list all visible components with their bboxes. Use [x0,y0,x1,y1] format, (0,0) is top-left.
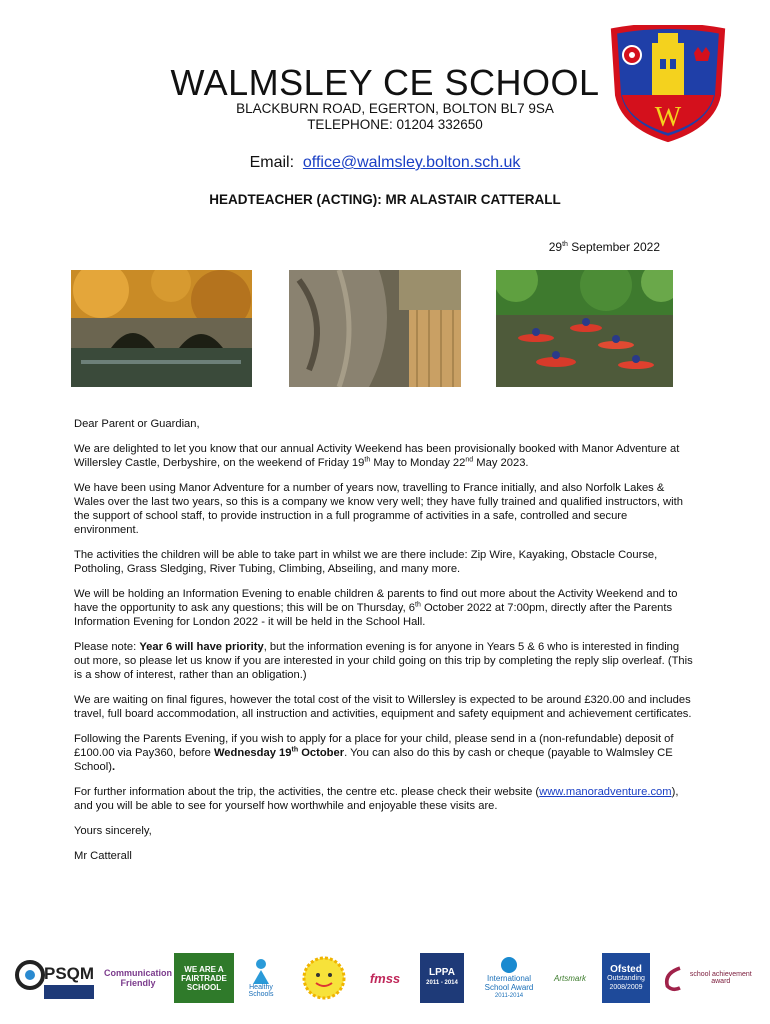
paragraph-information-evening [74,587,694,629]
p4-text-b: October 2022 at 7:00pm, directly after the Parents Information Evening for London 2022 - it will be held in the School Hall. [74,602,673,628]
achievement-award-logo [662,953,758,1003]
accreditation-logos [14,953,760,1003]
paragraph-activities: The activities the children will be able to take part in whilst we are there include: Zip Wire, Kayaking, Obstacle Course, Potholing, Grass Sledging, River Tubing, Climbing, Abseiling, and many more. [74,549,658,575]
fairtrade-logo [174,953,234,1003]
email-line [0,154,770,172]
communication-text: Communication Friendly [104,968,173,988]
p1-text-b: May to Monday 22 [370,457,466,469]
photo-rock-face [289,270,461,387]
intl-line1: International [486,973,532,983]
lppa-text: LPPA [429,967,455,978]
school-telephone: TELEPHONE: 01204 332650 [307,117,483,132]
sun-logo [300,953,348,1003]
p4-text-a: We will be holding an Information Evening to enable children & parents to find out more about the Activity Weekend and to have the opportunity to ask any questions; this will be on Thursday, 6 [74,588,678,614]
p5-text-a: Please note: [74,641,140,653]
signature: Mr Catterall [74,850,132,862]
paragraph-company: We have been using Manor Adventure for a number of years now, travelling to France initially, and also Norfolk Lakes & Wales over the last two years, so this is a company we know very well; they have fully trained and qualified instructors, with the support of school staff, to provide instruction in a full programme of activities in a safe, controlled and secure environment. [74,482,683,536]
photo-kayaking [496,270,673,387]
healthy-figure-icon [249,958,273,984]
closing: Yours sincerely, [74,825,152,837]
p5-bold: Year 6 will have priority [139,641,264,653]
healthy-text: Healthy Schools [248,984,274,998]
salutation: Dear Parent or Guardian, [74,418,200,430]
paragraph-website [74,785,694,813]
globe-icon [499,956,519,974]
artsmark-logo [548,953,592,1003]
website-link[interactable]: www.manoradventure.com [539,786,672,798]
p5-text-b: , but the information evening is for anyone in Years 5 & 6 who is interested in finding out more, so please let us know if you are interested in your child going on this trip by completing the reply slip overleaf. (This is a show of interest, rather than an obligation.) [74,641,693,681]
school-address: BLACKBURN ROAD, EGERTON, BOLTON BL7 9SA [236,101,554,116]
international-school-award-logo [474,953,544,1003]
ofsted-years: 2008/2009 [609,983,643,991]
lppa-logo [420,953,464,1003]
p7-end: . [111,761,116,773]
psqm-logo [14,953,100,1003]
p4-sup: th [415,601,421,609]
artsmark-text: Artsmark [554,973,586,983]
ofsted-logo [602,953,650,1003]
p7-bold-2: October [298,747,345,759]
date-day: 29 [548,240,563,254]
paragraph-cost: We are waiting on final figures, however the total cost of the visit to Willersley is expected to be around £320.00 and includes travel, full board accommodation, all instruction and activities, equipment and safety equipment and achievement certificates. [74,694,692,720]
ofsted-text: Ofsted [610,963,642,975]
achievement-text: school achievement award [689,971,752,985]
letter-body [74,417,694,874]
fmss-logo [360,953,410,1003]
paragraph-priority [74,640,694,682]
intl-line2: School Award [484,982,534,992]
school-crest-logo [608,25,728,143]
date-suffix: th [562,241,568,248]
school-name: WALMSLEY CE SCHOOL [170,62,600,103]
p1-text-c: May 2023. [473,457,529,469]
paragraph-deposit [74,732,694,774]
photo-stone-bridge [71,270,252,387]
p8-text-b: ), and you will be able to see for yourself how worthwhile and enjoyable these visits are. [74,786,679,812]
healthy-schools-logo [240,953,282,1003]
email-link[interactable]: office@walmsley.bolton.sch.uk [302,154,521,171]
p8-text-a: For further information about the trip, the activities, the centre etc. please check their website ( [74,786,540,798]
date-rest: September 2022 [567,240,660,254]
fmss-text: fmss [369,970,401,986]
fairtrade-top: WE ARE A [184,964,224,974]
p7-text-a: Following the Parents Evening, if you wish to apply for a place for your child, please send in a (non-refundable) deposit of £100.00 via Pay360, before [74,733,674,759]
psqm-text: PSQM [44,964,95,983]
fairtrade-text: FAIRTRADE SCHOOL [181,973,227,992]
ofsted-outstanding: Outstanding [607,974,645,982]
paragraph-booking [74,442,694,470]
p1-sup-2: nd [465,456,474,464]
lppa-years: 2011 - 2014 [426,980,458,986]
p7-bold: Wednesday 19 [213,747,292,759]
communication-friendly-logo [104,953,173,1003]
email-label: Email: [249,154,295,171]
crest-letter: W [654,102,682,133]
letter-date [549,240,660,254]
intl-years: 2011-2014 [494,992,524,999]
p7-text-b: . You can also do this by cash or cheque (payable to Walmsley CE School) [74,747,673,773]
p7-sup: th [291,746,299,754]
p1-text-a: We are delighted to let you know that our annual Activity Weekend has been provisionally booked with Manor Adventure at Willersley Castle, Derbyshire, on the weekend of Friday 19 [74,443,680,469]
headteacher-line: HEADTEACHER (ACTING): MR ALASTAIR CATTERALL [209,192,561,207]
p7-bold-date [214,747,344,759]
award-swirl-icon [662,963,684,993]
p1-sup-1: th [364,456,371,464]
